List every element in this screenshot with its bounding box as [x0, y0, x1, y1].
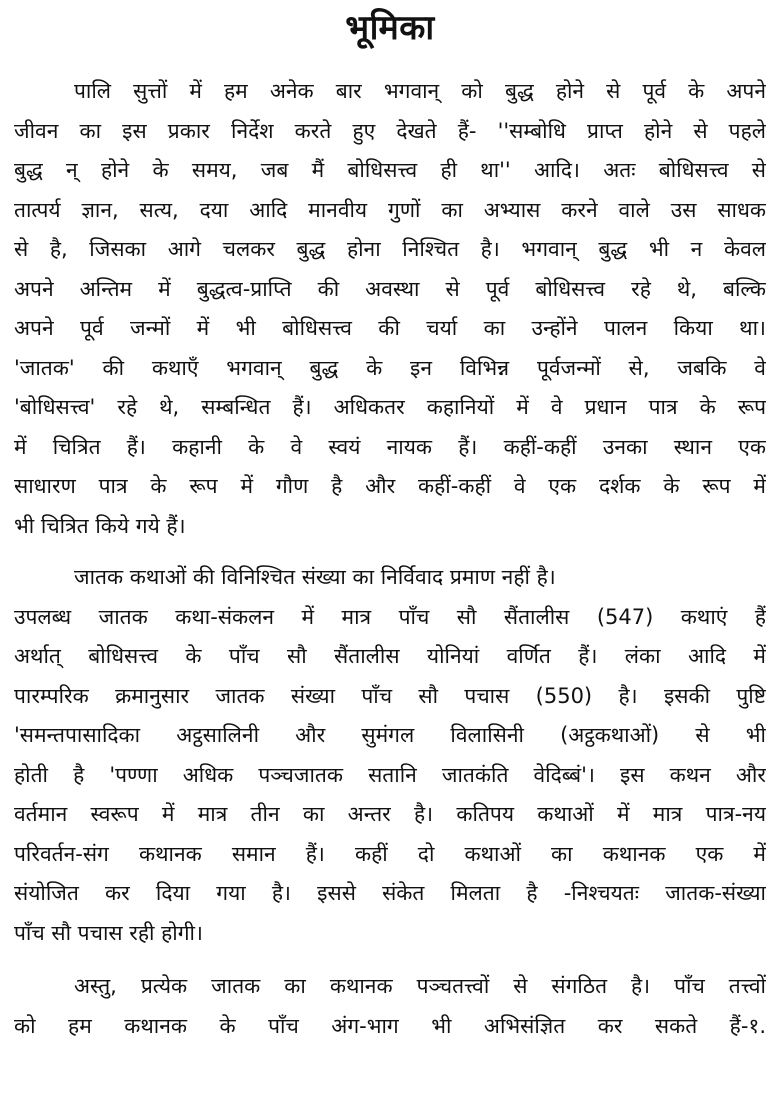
text-line: अस्तु, प्रत्येक जातक का कथानक पञ्चतत्त्वों से संगठित है। पाँच तत्त्वों [74, 974, 766, 998]
page-title: भूमिका [345, 8, 435, 48]
text-line: भी चित्रित किये गये हैं। [14, 513, 186, 538]
text-line: से है, जिसका आगे चलकर बुद्ध होना निश्चित है। भगवान् बुद्ध भी न केवल [14, 237, 766, 261]
text-line: बुद्ध न् होने के समय, जब मैं बोधिसत्त्व ही था'' आदि। अतः बोधिसत्त्व से [14, 158, 766, 182]
text-line: परिवर्तन-संग कथानक समान हैं। कहीं दो कथाओं का कथानक एक में [14, 841, 766, 866]
text-line: को हम कथानक के पाँच अंग-भाग भी अभिसंज्ञित कर सकते हैं-१. [14, 1013, 766, 1038]
text-line: होती है 'पण्णा अधिक पञ्चजातक सतानि जातकंति वेदिब्बं'। इस कथन और [14, 762, 766, 787]
text-line: पारम्परिक क्रमानुसार जातक संख्या पाँच सौ पचास (550) है। इसकी पुष्टि [14, 683, 766, 708]
text-line: 'बोधिसत्त्व' रहे थे, सम्बन्धित हैं। अधिकतर कहानियों में वे प्रधान पात्र के रूप [14, 395, 766, 419]
text-line: में चित्रित हैं। कहानी के वे स्वयं नायक हैं। कहीं-कहीं उनका स्थान एक [14, 434, 766, 459]
text-line: तात्पर्य ज्ञान, सत्य, दया आदि मानवीय गुणों का अभ्यास करने वाले उस साधक [14, 197, 766, 222]
text-line: जातक कथाओं की विनिश्चित संख्या का निर्विवाद प्रमाण नहीं है। [74, 565, 556, 589]
text-line: पाँच सौ पचास रही होगी। [14, 920, 203, 945]
paragraph-2 [14, 558, 766, 953]
text-line: संयोजित कर दिया गया है। इससे संकेत मिलता है -निश्चयतः जातक-संख्या [14, 881, 766, 905]
text-line: जीवन का इस प्रकार निर्देश करते हुए देखते हैं- ''सम्बोधि प्राप्त होने से पहले [14, 118, 766, 143]
text-line: पालि सुत्तों में हम अनेक बार भगवान् को बुद्ध होने से पूर्व के अपने [74, 79, 766, 103]
text-line: 'समन्तपासादिका अट्ठसालिनी और सुमंगल विलासिनी (अट्ठकथाओं) से भी [14, 723, 766, 747]
text-line: उपलब्ध जातक कथा-संकलन में मात्र पाँच सौ सैंतालीस (547) कथाएं हैं [14, 604, 766, 629]
text-line: 'जातक' की कथाएँ भगवान् बुद्ध के इन विभिन्न पूर्वजन्मों से, जबकि वे [14, 355, 766, 380]
text-line: वर्तमान स्वरूप में मात्र तीन का अन्तर है। कतिपय कथाओं में मात्र पात्र-नय [14, 802, 766, 826]
text-line: अपने अन्तिम में बुद्धत्व-प्राप्ति की अवस्था से पूर्व बोधिसत्त्व रहे थे, बल्कि [14, 276, 766, 301]
text-line: अपने पूर्व जन्मों में भी बोधिसत्त्व की चर्या का उन्होंने पालन किया था। [14, 316, 766, 340]
text-line: साधारण पात्र के रूप में गौण है और कहीं-कहीं वे एक दर्शक के रूप में [14, 474, 766, 498]
text-line: अर्थात् बोधिसत्त्व के पाँच सौ सैंतालीस योनियां वर्णित हैं। लंका आदि में [14, 644, 766, 668]
paragraph-3 [14, 967, 766, 1046]
paragraph-1 [14, 72, 766, 546]
